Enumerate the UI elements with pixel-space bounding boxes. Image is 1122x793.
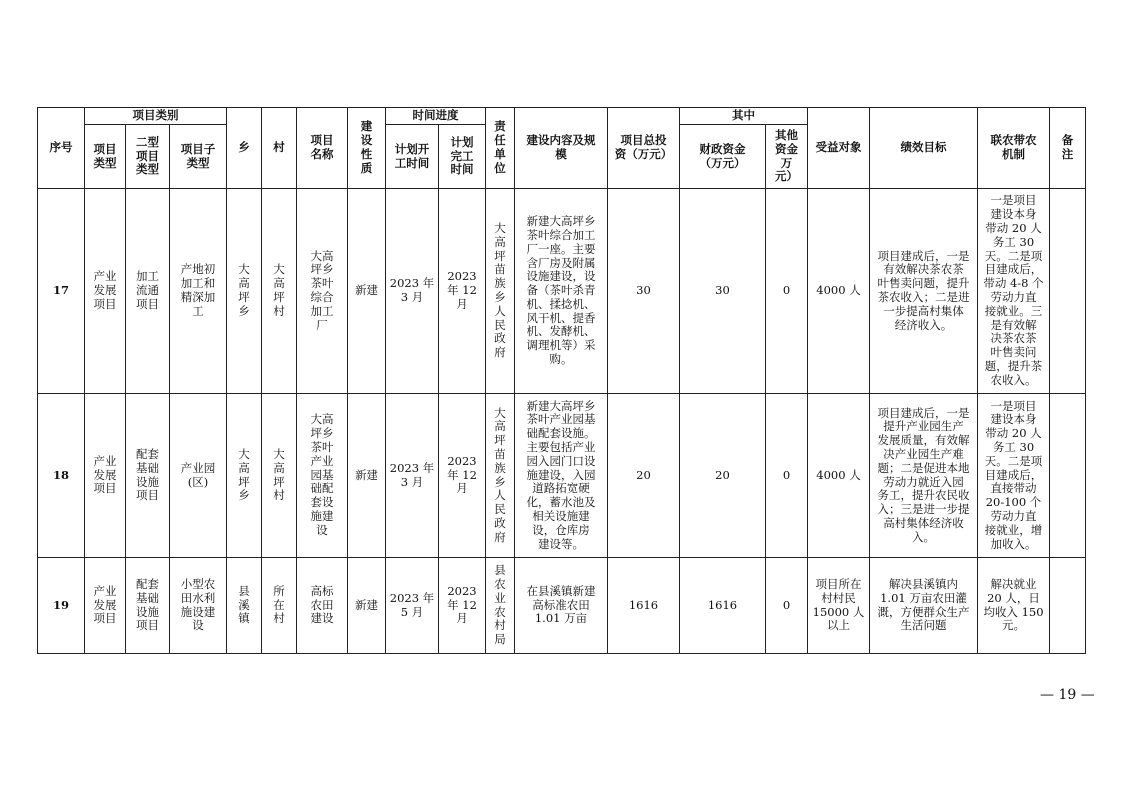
cell-start-time: 2023 年 5 月 xyxy=(386,558,439,654)
cell-mechanism: 解决就业 20 人，日 均收入 150 元。 xyxy=(978,558,1050,654)
header-project-name: 项目 名称 xyxy=(297,108,348,189)
cell-nature: 新建 xyxy=(348,189,386,394)
cell-fiscal-funds: 30 xyxy=(680,189,766,394)
cell-project-type: 产业 发展 项目 xyxy=(85,394,126,558)
header-other-funds: 其他 资金 万 元） xyxy=(766,125,808,189)
header-fiscal-funds: 财政资金 （万元） xyxy=(680,125,766,189)
header-nature: 建 设 性 质 xyxy=(348,108,386,189)
cell-other-funds: 0 xyxy=(766,189,808,394)
cell-mechanism: 一是项目 建设本身 带动 20 人 务工 30 天。二是项 目建成后， 直接带动 20-100 个 劳动力直 接就业，增 加收入。 xyxy=(978,394,1050,558)
header-township: 乡 xyxy=(227,108,262,189)
page-number: — 19 — xyxy=(1040,687,1095,703)
cell-village: 大 高 坪 村 xyxy=(262,189,297,394)
cell-beneficiary: 4000 人 xyxy=(808,189,870,394)
cell-content: 新建大高坪乡 茶叶综合加工 厂一座。主要 含厂房及附属 设施建设，设 备（茶叶杀青 机、揉捻机、 风干机、提香 机、发酵机、 调理机等）采 购。 xyxy=(515,189,608,394)
cell-beneficiary: 4000 人 xyxy=(808,394,870,558)
header-mechanism: 联农带农 机制 xyxy=(978,108,1050,189)
project-table xyxy=(37,107,1086,654)
cell-fiscal-funds: 20 xyxy=(680,394,766,558)
cell-performance: 项目建成后，一是 提升产业园生产 发展质量，有效解 决产业园生产难 题；二是促进本地 劳动力就近入园 务工，提升农民收 入；三是进一步提 高村集体经济收 入。 xyxy=(870,394,978,558)
cell-other-funds: 0 xyxy=(766,394,808,558)
cell-subtype: 小型农 田水利 施设建 设 xyxy=(170,558,227,654)
header-village: 村 xyxy=(262,108,297,189)
cell-seq: 18 xyxy=(38,394,85,558)
header-project-type: 项目 类型 xyxy=(85,125,126,189)
cell-township: 县 溪 镇 xyxy=(227,558,262,654)
header-total-investment: 项目总投 资（万元） xyxy=(608,108,680,189)
header-content: 建设内容及规 模 xyxy=(515,108,608,189)
cell-project-name: 大高 坪乡 茶叶 综合 加工 厂 xyxy=(297,189,348,394)
cell-township: 大 高 坪 乡 xyxy=(227,394,262,558)
cell-village: 所 在 村 xyxy=(262,558,297,654)
cell-subtype: 产业园 (区) xyxy=(170,394,227,558)
table-row xyxy=(38,189,1086,394)
cell-end-time: 2023 年 12 月 xyxy=(439,189,486,394)
cell-project-name: 大高 坪乡 茶叶 产业 园基 础配 套设 施建 设 xyxy=(297,394,348,558)
cell-content: 新建大高坪乡 茶叶产业园基 础配套设施。 主要包括产业 园入园门口设 施建设，入园 道路拓宽硬 化，蓄水池及 相关设施建 设，仓库房 建设等。 xyxy=(515,394,608,558)
header-type2: 二型 项目 类型 xyxy=(126,125,170,189)
cell-total-investment: 1616 xyxy=(608,558,680,654)
header-performance: 绩效目标 xyxy=(870,108,978,189)
cell-fiscal-funds: 1616 xyxy=(680,558,766,654)
header-time-group: 时间进度 xyxy=(386,108,486,125)
cell-total-investment: 20 xyxy=(608,394,680,558)
cell-responsible-unit: 大 高 坪 苗 族 乡 人 民 政 府 xyxy=(486,189,515,394)
cell-total-investment: 30 xyxy=(608,189,680,394)
cell-project-name: 高标 农田 建设 xyxy=(297,558,348,654)
cell-type2: 配套 基础 设施 项目 xyxy=(126,558,170,654)
cell-performance: 解决县溪镇内 1.01 万亩农田灌 溉，方便群众生产 生活问题 xyxy=(870,558,978,654)
cell-end-time: 2023 年 12 月 xyxy=(439,394,486,558)
cell-mechanism: 一是项目 建设本身 带动 20 人 务工 30 天。二是项 目建成后， 带动 4-8 个 劳动力直 接就业。三 是有效解 决茶农茶 叶售卖问 题，提升茶 农收入。 xyxy=(978,189,1050,394)
table-row xyxy=(38,558,1086,654)
cell-beneficiary: 项目所在 村村民 15000 人 以上 xyxy=(808,558,870,654)
cell-nature: 新建 xyxy=(348,394,386,558)
header-beneficiary: 受益对象 xyxy=(808,108,870,189)
cell-subtype: 产地初 加工和 精深加 工 xyxy=(170,189,227,394)
header-seq: 序号 xyxy=(38,108,85,189)
table-row xyxy=(38,394,1086,558)
header-remark: 备 注 xyxy=(1050,108,1086,189)
cell-project-type: 产业 发展 项目 xyxy=(85,189,126,394)
header-start-time: 计划开 工时间 xyxy=(386,125,439,189)
cell-village: 大 高 坪 村 xyxy=(262,394,297,558)
cell-remark xyxy=(1050,394,1086,558)
header-subtype: 项目子 类型 xyxy=(170,125,227,189)
cell-start-time: 2023 年 3 月 xyxy=(386,394,439,558)
header-of-which: 其中 xyxy=(680,108,808,125)
header-responsible-unit: 责 任 单 位 xyxy=(486,108,515,189)
cell-type2: 配套 基础 设施 项目 xyxy=(126,394,170,558)
cell-start-time: 2023 年 3 月 xyxy=(386,189,439,394)
header-category-group: 项目类别 xyxy=(85,108,227,125)
cell-nature: 新建 xyxy=(348,558,386,654)
cell-responsible-unit: 大 高 坪 苗 族 乡 人 民 政 府 xyxy=(486,394,515,558)
cell-township: 大 高 坪 乡 xyxy=(227,189,262,394)
cell-end-time: 2023 年 12 月 xyxy=(439,558,486,654)
cell-other-funds: 0 xyxy=(766,558,808,654)
cell-performance: 项目建成后，一是 有效解决茶农茶 叶售卖问题，提升 茶农收入；二是进 一步提高村集体 经济收入。 xyxy=(870,189,978,394)
cell-project-type: 产业 发展 项目 xyxy=(85,558,126,654)
cell-remark xyxy=(1050,189,1086,394)
cell-type2: 加工 流通 项目 xyxy=(126,189,170,394)
cell-seq: 17 xyxy=(38,189,85,394)
cell-seq: 19 xyxy=(38,558,85,654)
cell-remark xyxy=(1050,558,1086,654)
cell-content: 在县溪镇新建 高标准农田 1.01 万亩 xyxy=(515,558,608,654)
cell-responsible-unit: 县 农 业 农 村 局 xyxy=(486,558,515,654)
header-end-time: 计划 完工 时间 xyxy=(439,125,486,189)
